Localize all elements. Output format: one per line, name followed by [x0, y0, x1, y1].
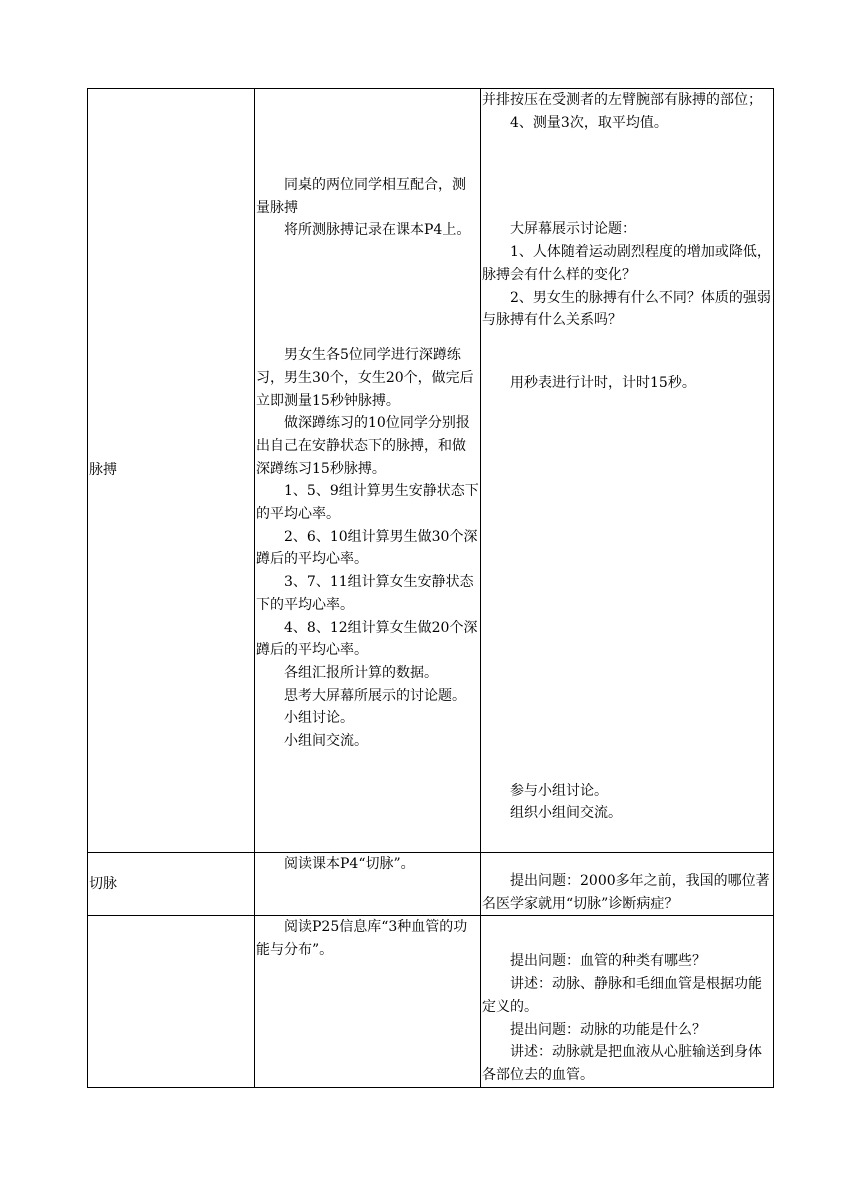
teacher-line: 4、测量3次，取平均值。 — [510, 114, 668, 131]
student-line: 阅读P25信息库“3种血管的功能与分布”。 — [256, 919, 468, 959]
teacher-line: 讲述：动脉就是把血液从心脏输送到身体各部位去的血管。 — [482, 1044, 762, 1083]
teacher-line: 讲述：动脉、静脉和毛细血管是根据功能定义的。 — [482, 976, 762, 1015]
student-line: 将所测脉搏记录在课本P4上。 — [284, 222, 471, 239]
teacher-line: 提出问题：血管的种类有哪些？ — [510, 953, 706, 970]
lesson-table — [87, 88, 774, 1088]
student-line: 3、7、11组计算女生安静状态下的平均心率。 — [256, 574, 474, 613]
student-line: 2、6、10组计算男生做30个深蹲后的平均心率。 — [256, 528, 478, 568]
student-line: 小组讨论。 — [284, 710, 354, 727]
student-line: 小组间交流。 — [284, 733, 368, 750]
teacher-line: 并排按压在受测者的左臂腕部有脉搏的部位； — [482, 92, 762, 108]
teacher-line: 2、男女生的脉搏有什么不同？体质的强弱与脉搏有什么关系吗？ — [482, 289, 771, 329]
table-row — [88, 916, 774, 1087]
teacher-line: 用秒表进行计时，计时15秒。 — [510, 374, 696, 391]
teacher-activity-cell — [481, 89, 774, 853]
topic-label: 脉搏 — [89, 462, 117, 479]
teacher-activity-cell — [481, 853, 774, 916]
student-activity-cell — [255, 916, 481, 1087]
student-line: 各组汇报所计算的数据。 — [284, 664, 438, 681]
teacher-line: 参与小组讨论。 — [510, 782, 608, 799]
topic-cell — [88, 89, 255, 853]
table-row — [88, 89, 774, 853]
student-line: 同桌的两位同学相互配合，测量脉搏 — [256, 177, 466, 216]
student-activity-cell — [255, 89, 481, 853]
student-activity-cell — [255, 853, 481, 916]
student-line: 4、8、12组计算女生做20个深蹲后的平均心率。 — [256, 619, 478, 659]
topic-label: 切脉 — [89, 875, 117, 892]
student-line: 思考大屏幕所展示的讨论题。 — [284, 687, 466, 704]
topic-cell — [88, 916, 255, 1087]
student-line: 阅读课本P4“切脉”。 — [284, 856, 415, 872]
table-row — [88, 853, 774, 916]
student-line: 1、5、9组计算男生安静状态下的平均心率。 — [256, 483, 479, 523]
student-line: 做深蹲练习的10位同学分别报出自己在安静状态下的脉搏，和做深蹲练习15秒脉搏。 — [256, 415, 470, 477]
teacher-activity-cell — [481, 916, 774, 1087]
student-line: 男女生各5位同学进行深蹲练习，男生30个，女生20个，做完后立即测量15秒钟脉搏。 — [256, 347, 474, 409]
topic-cell — [88, 853, 255, 916]
teacher-line: 提出问题：2000多年之前，我国的哪位著名医学家就用“切脉”诊断病症？ — [482, 873, 770, 912]
teacher-line: 组织小组间交流。 — [510, 805, 622, 822]
teacher-line: 1、人体随着运动剧烈程度的增加或降低，脉搏会有什么样的变化？ — [482, 244, 771, 283]
teacher-line: 大屏幕展示讨论题： — [510, 221, 636, 238]
teacher-line: 提出问题：动脉的功能是什么？ — [510, 1021, 706, 1038]
